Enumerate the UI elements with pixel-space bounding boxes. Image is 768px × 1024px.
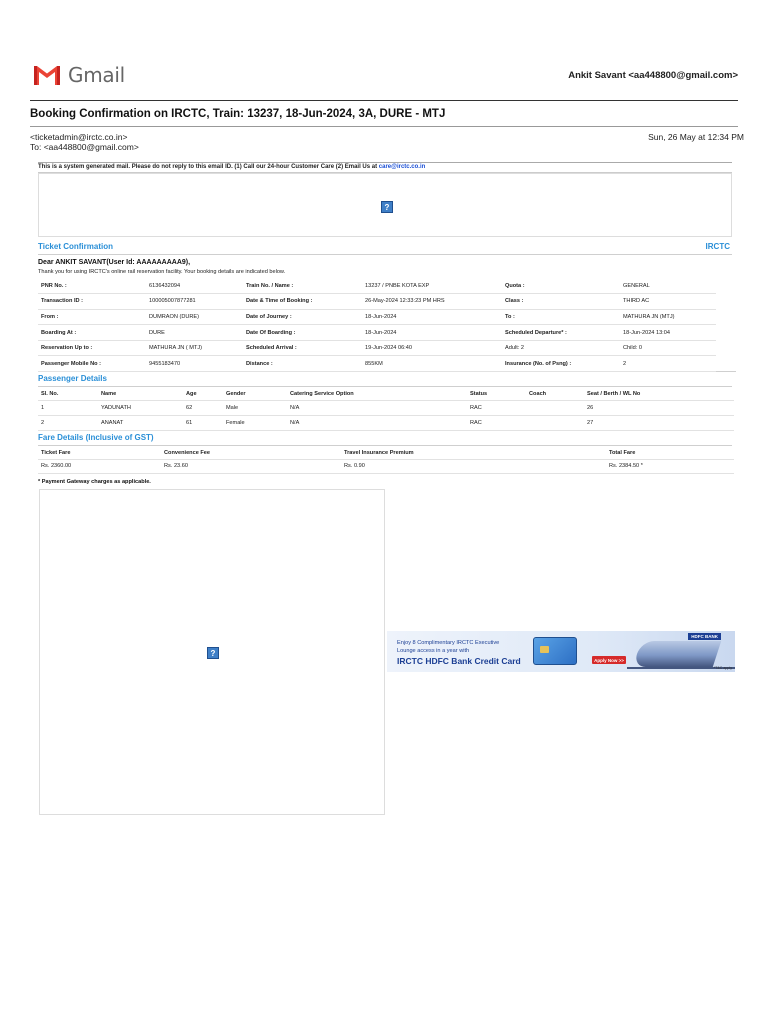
field-value: 18-Jun-2024 13:04	[620, 325, 716, 341]
ticket-heading-divider	[38, 254, 732, 255]
table-cell: 26	[584, 400, 734, 415]
booking-row	[38, 309, 716, 325]
column-header: Travel Insurance Premium	[341, 447, 606, 459]
ticket-table-end-rule	[716, 371, 736, 372]
train-icon	[633, 641, 721, 667]
field-value: GENERAL	[620, 278, 716, 294]
fare-table	[38, 447, 734, 474]
column-header: Age	[183, 388, 223, 400]
credit-card-icon	[533, 637, 577, 665]
table-cell: 62	[183, 400, 223, 415]
field-value: Child: 0	[620, 340, 716, 356]
terms-note: *T&C apply	[713, 666, 732, 670]
passenger-table	[38, 388, 734, 431]
ticket-confirmation-heading: Ticket Confirmation	[38, 242, 113, 251]
field-value: 855KM	[362, 356, 502, 372]
field-value: 13237 / PNBE KOTA EXP	[362, 278, 502, 294]
table-cell: N/A	[287, 400, 467, 415]
column-header: Seat / Berth / WL No	[584, 388, 734, 400]
field-label: Distance :	[243, 356, 362, 372]
column-header: Sl. No.	[38, 388, 98, 400]
left-ad-image	[39, 489, 385, 815]
column-header: Total Fare	[606, 447, 734, 459]
subject-divider	[30, 126, 738, 127]
fare-details-heading: Fare Details (Inclusive of GST)	[38, 433, 154, 442]
column-header: Convenience Fee	[161, 447, 341, 459]
field-label: Boarding At :	[38, 325, 146, 341]
table-cell: YADUNATH	[98, 400, 183, 415]
field-label: Transaction ID :	[38, 294, 146, 310]
account-identity: Ankit Savant <aa448800@gmail.com>	[568, 70, 738, 81]
fare-value: Rs. 23.60	[161, 459, 341, 473]
table-cell: 61	[183, 415, 223, 430]
column-header: Status	[467, 388, 526, 400]
field-label: Scheduled Arrival :	[243, 340, 362, 356]
fare-value: Rs. 2384.50 *	[606, 459, 734, 473]
field-label: PNR No. :	[38, 278, 146, 294]
payment-gateway-note: * Payment Gateway charges as applicable.	[38, 479, 151, 485]
field-label: Insurance (No. of Psng) :	[502, 356, 620, 372]
email-subject: Booking Confirmation on IRCTC, Train: 13237, 18-Jun-2024, 3A, DURE - MTJ	[30, 108, 446, 120]
field-label: Date of Journey :	[243, 309, 362, 325]
field-value: 18-Jun-2024	[362, 309, 502, 325]
gmail-logo	[32, 62, 132, 88]
fare-value: Rs. 2360.00	[38, 459, 161, 473]
table-cell: 2	[38, 415, 98, 430]
fare-header-row	[38, 447, 734, 459]
column-header: Ticket Fare	[38, 447, 161, 459]
field-label: Date & Time of Booking :	[243, 294, 362, 310]
passenger-details-heading: Passenger Details	[38, 374, 107, 383]
sender-address: <ticketadmin@irctc.co.in>	[30, 132, 128, 142]
field-value: 9455183470	[146, 356, 243, 372]
passenger-header-row	[38, 388, 734, 400]
hdfc-credit-card-ad[interactable]	[387, 631, 735, 672]
field-value: Adult: 2	[502, 340, 620, 356]
ad-headline: IRCTC HDFC Bank Credit Card	[397, 656, 521, 666]
table-cell: N/A	[287, 415, 467, 430]
field-value: DURE	[146, 325, 243, 341]
irctc-brand: IRCTC	[705, 242, 730, 251]
recipient-address: To: <aa448800@gmail.com>	[30, 142, 139, 152]
broken-image-icon: ?	[207, 647, 219, 659]
header-divider	[30, 100, 738, 101]
table-cell: RAC	[467, 415, 526, 430]
column-header: Coach	[526, 388, 584, 400]
email-date: Sun, 26 May at 12:34 PM	[648, 132, 744, 142]
field-label: Passenger Mobile No :	[38, 356, 146, 372]
table-cell: Female	[223, 415, 287, 430]
field-label: Scheduled Departure* :	[502, 325, 620, 341]
gmail-wordmark: Gmail	[68, 63, 125, 87]
field-value: DUMRAON (DURE)	[146, 309, 243, 325]
thank-you-message: Thank you for using IRCTC's online rail reservation facility. Your booking details are indicated below.	[38, 269, 286, 275]
column-header: Catering Service Option	[287, 388, 467, 400]
field-value: THIRD AC	[620, 294, 716, 310]
apply-now-button[interactable]: Apply Now >>	[592, 656, 626, 664]
fare-value: Rs. 0.90	[341, 459, 606, 473]
booking-row	[38, 325, 716, 341]
booking-row	[38, 294, 716, 310]
table-cell: 1	[38, 400, 98, 415]
table-cell: Male	[223, 400, 287, 415]
field-label: Reservation Up to :	[38, 340, 146, 356]
system-notice	[38, 162, 732, 173]
booking-row	[38, 356, 716, 372]
field-value: 100005007877281	[146, 294, 243, 310]
table-cell: 27	[584, 415, 734, 430]
column-header: Name	[98, 388, 183, 400]
fare-values-row	[38, 459, 734, 473]
column-header: Gender	[223, 388, 287, 400]
booking-row	[38, 278, 716, 294]
passenger-row	[38, 415, 734, 430]
field-value: 18-Jun-2024	[362, 325, 502, 341]
greeting: Dear ANKIT SAVANT(User Id: AAAAAAAAA9),	[38, 259, 191, 266]
field-label: Class :	[502, 294, 620, 310]
field-value: 26-May-2024 12:33:23 PM HRS	[362, 294, 502, 310]
field-label: From :	[38, 309, 146, 325]
field-value: 6136432094	[146, 278, 243, 294]
table-cell	[526, 415, 584, 430]
gmail-m-icon	[32, 64, 62, 86]
passenger-row	[38, 400, 734, 415]
fare-heading-divider	[38, 445, 732, 446]
field-value: MATHURA JN (MTJ)	[620, 309, 716, 325]
ad-line-1: Enjoy 8 Complimentary IRCTC Executive	[397, 640, 500, 646]
table-cell: RAC	[467, 400, 526, 415]
booking-details-table	[38, 278, 716, 372]
system-notice-text: This is a system generated mail. Please do not reply to this email ID. (1) Call our 24-hour Customer Care (2) Email Us at	[38, 164, 379, 170]
field-label: To :	[502, 309, 620, 325]
table-cell	[526, 400, 584, 415]
passenger-heading-divider	[38, 386, 732, 387]
broken-image-icon: ?	[381, 201, 393, 213]
field-value: 19-Jun-2024 06:40	[362, 340, 502, 356]
top-banner-image	[38, 173, 732, 237]
care-email-link[interactable]: care@irctc.co.in	[378, 164, 426, 170]
field-value: 2	[620, 356, 716, 372]
booking-row	[38, 340, 716, 356]
field-label: Quota :	[502, 278, 620, 294]
field-label: Date Of Boarding :	[243, 325, 362, 341]
table-cell: ANANAT	[98, 415, 183, 430]
hdfc-bank-logo: HDFC BANK	[688, 633, 721, 640]
field-label: Train No. / Name :	[243, 278, 362, 294]
field-value: MATHURA JN ( MTJ)	[146, 340, 243, 356]
ad-line-2: Lounge access in a year with	[397, 648, 470, 654]
